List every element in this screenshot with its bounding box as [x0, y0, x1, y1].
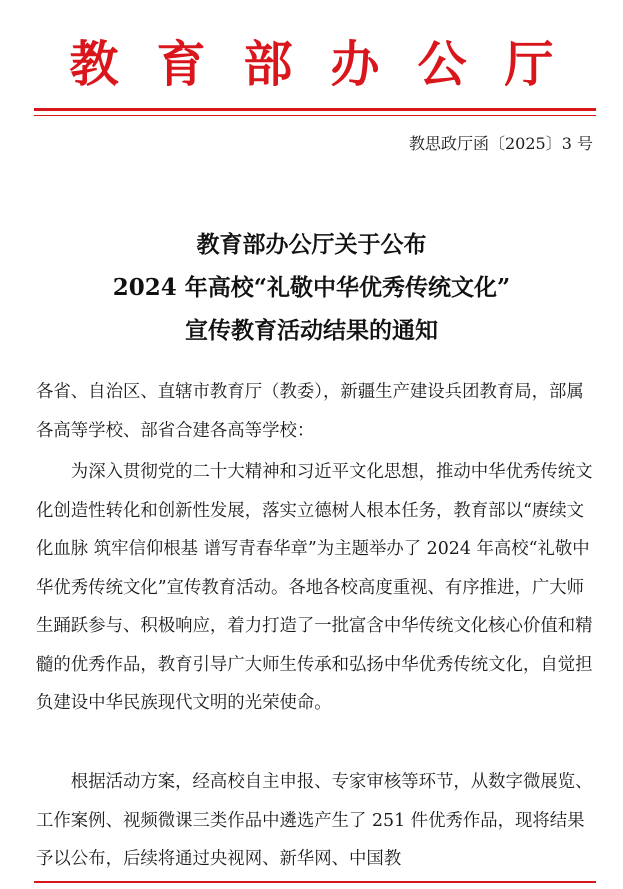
header-red-rule-thick: [34, 108, 596, 111]
document-title-line-2: 2024 年高校“礼敬中华优秀传统文化”: [112, 274, 511, 301]
addressee: 各省、自治区、直辖市教育厅（教委），新疆生产建设兵团教育局，部属各高等学校、部省合建各高等学校：: [36, 382, 584, 441]
body-paragraph-2: 根据活动方案，经高校自主申报、专家审核等环节，从数字微展览、工作案例、视频微课三类作品中遴选产生了 251 件优秀作品，现将结果予以公布，后续将通过央视网、新华网、中国教: [36, 772, 593, 869]
body-paragraph-1: 为深入贯彻党的二十大精神和习近平文化思想，推动中华优秀传统文化创造性转化和创新性发展，落实立德树人根本任务，教育部以“赓续文化血脉 筑牢信仰根基 谱写青春华章”为主题举办了 2024 年高校“礼敬中华优秀传统文化”宣传教育活动。各地各校高度重视、有序推进，广大师生踊跃参与、积极响应，着力打造了一批富含中华传统文化核心价值和精髓的优秀作品，教育引导广大师生传承和弘扬中华优秀传统文化，自觉担负建设中华民族现代文明的光荣使命。: [36, 462, 593, 713]
header-red-rule-thin: [34, 115, 596, 116]
document-number: 教思政厅函〔2025〕3 号: [409, 134, 593, 153]
issuer-title: 教育部办公厅: [69, 35, 592, 93]
document-title-line-3: 宣传教育活动结果的通知: [185, 317, 438, 344]
footer-red-rule: [34, 881, 596, 883]
document-title-line-1: 教育部办公厅关于公布: [196, 231, 427, 258]
